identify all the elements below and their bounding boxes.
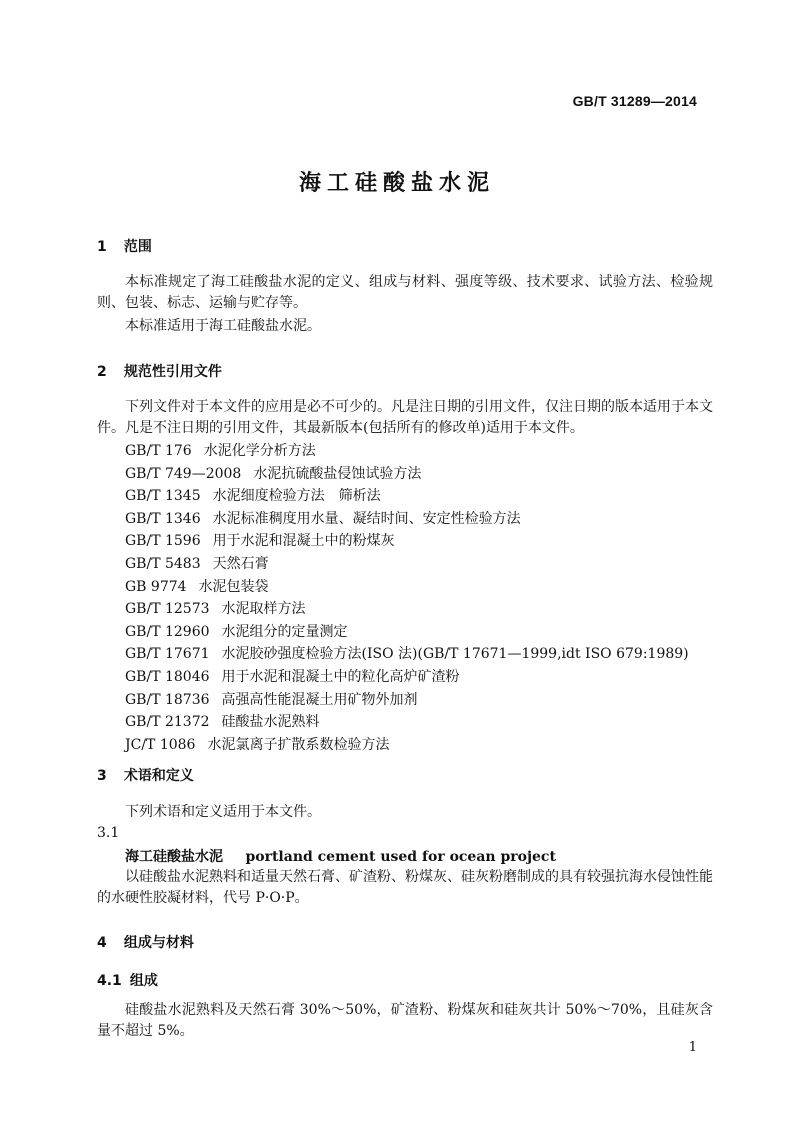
reference-name: 水泥氯离子扩散系数检验方法 bbox=[207, 736, 390, 753]
reference-code: GB/T 18736 bbox=[125, 691, 210, 708]
reference-item bbox=[125, 485, 689, 508]
reference-code: GB/T 12960 bbox=[125, 623, 210, 640]
reference-name: 水泥取样方法 bbox=[221, 601, 306, 618]
section-title: 组成与材料 bbox=[123, 935, 194, 951]
section-4-heading bbox=[97, 932, 194, 952]
reference-name: 水泥胶砂强度检验方法(ISO 法)(GB/T 17671—1999,idt ISO 679:1989) bbox=[221, 646, 689, 663]
reference-code: GB 9774 bbox=[125, 578, 187, 595]
reference-list bbox=[125, 440, 689, 756]
section-number: 4 bbox=[97, 935, 107, 951]
reference-item bbox=[125, 734, 689, 757]
reference-item bbox=[125, 689, 689, 712]
section-title: 范围 bbox=[123, 239, 152, 255]
reference-name: 硅酸盐水泥熟料 bbox=[221, 714, 320, 731]
page-number: 1 bbox=[688, 1040, 697, 1055]
composition-paragraph: 硅酸盐水泥熟料及天然石膏 30%～50%，矿渣粉、粉煤灰和硅灰共计 50%～70%，且硅灰含量不超过 5%。 bbox=[97, 1002, 713, 1039]
term-definition: 以硅酸盐水泥熟料和适量天然石膏、矿渣粉、粉煤灰、硅灰粉磨制成的具有较强抗海水侵蚀性能的水硬性胶凝材料，代号 P·O·P。 bbox=[97, 869, 713, 906]
reference-item bbox=[125, 508, 689, 531]
reference-item bbox=[125, 598, 689, 621]
reference-name: 水泥细度检验方法 筛析法 bbox=[212, 488, 381, 505]
reference-code: JC/T 1086 bbox=[125, 736, 196, 753]
reference-item bbox=[125, 553, 689, 576]
section-title: 规范性引用文件 bbox=[123, 364, 222, 380]
standard-code: GB/T 31289—2014 bbox=[572, 93, 697, 109]
reference-code: GB/T 21372 bbox=[125, 714, 210, 731]
subsection-title: 组成 bbox=[129, 973, 158, 989]
reference-name: 高强高性能混凝土用矿物外加剂 bbox=[221, 691, 418, 708]
term-number: 3.1 bbox=[97, 825, 120, 841]
term-entry bbox=[125, 846, 556, 866]
reference-item bbox=[125, 643, 689, 666]
terms-intro: 下列术语和定义适用于本文件。 bbox=[125, 804, 321, 820]
reference-name: 用于水泥和混凝土中的粒化高炉矿渣粉 bbox=[221, 668, 460, 685]
reference-item bbox=[125, 530, 689, 553]
document-title: 海工硅酸盐水泥 bbox=[298, 171, 495, 196]
reference-code: GB/T 5483 bbox=[125, 555, 201, 572]
scope-paragraph-2: 本标准适用于海工硅酸盐水泥。 bbox=[125, 318, 321, 334]
reference-code: GB/T 17671 bbox=[125, 646, 210, 663]
references-intro: 下列文件对于本文件的应用是必不可少的。凡是注日期的引用文件，仅注日期的版本适用于本文件。凡是不注日期的引用文件，其最新版本(包括所有的修改单)适用于本文件。 bbox=[97, 399, 713, 436]
reference-code: GB/T 12573 bbox=[125, 601, 210, 618]
reference-item bbox=[125, 463, 689, 486]
reference-item bbox=[125, 621, 689, 644]
term-chinese: 海工硅酸盐水泥 bbox=[125, 849, 223, 865]
reference-code: GB/T 1596 bbox=[125, 533, 201, 550]
reference-name: 水泥组分的定量测定 bbox=[221, 623, 348, 640]
reference-name: 天然石膏 bbox=[212, 555, 269, 572]
subsection-number: 4.1 bbox=[97, 973, 122, 989]
section-1-heading bbox=[97, 236, 152, 256]
reference-item bbox=[125, 711, 689, 734]
section-number: 3 bbox=[97, 768, 107, 784]
reference-name: 水泥抗硫酸盐侵蚀试验方法 bbox=[253, 465, 422, 482]
reference-code: GB/T 176 bbox=[125, 443, 192, 459]
reference-name: 水泥标准稠度用水量、凝结时间、安定性检验方法 bbox=[212, 510, 521, 527]
reference-item bbox=[125, 666, 689, 689]
reference-code: GB/T 1346 bbox=[125, 510, 201, 527]
reference-code: GB/T 1345 bbox=[125, 488, 201, 505]
term-english: portland cement used for ocean project bbox=[245, 849, 556, 865]
subsection-4-1-heading bbox=[97, 970, 158, 990]
reference-name: 水泥化学分析方法 bbox=[203, 443, 316, 459]
reference-name: 水泥包装袋 bbox=[198, 578, 269, 595]
reference-name: 用于水泥和混凝土中的粉煤灰 bbox=[212, 533, 395, 550]
section-3-heading bbox=[97, 765, 194, 785]
section-2-heading bbox=[97, 361, 222, 381]
section-number: 2 bbox=[97, 364, 107, 380]
section-number: 1 bbox=[97, 239, 107, 255]
reference-item bbox=[125, 440, 689, 463]
reference-item bbox=[125, 576, 689, 599]
scope-paragraph-1: 本标准规定了海工硅酸盐水泥的定义、组成与材料、强度等级、技术要求、试验方法、检验规则、包装、标志、运输与贮存等。 bbox=[97, 274, 713, 311]
section-title: 术语和定义 bbox=[123, 768, 194, 784]
reference-code: GB/T 18046 bbox=[125, 668, 210, 685]
reference-code: GB/T 749—2008 bbox=[125, 465, 242, 482]
